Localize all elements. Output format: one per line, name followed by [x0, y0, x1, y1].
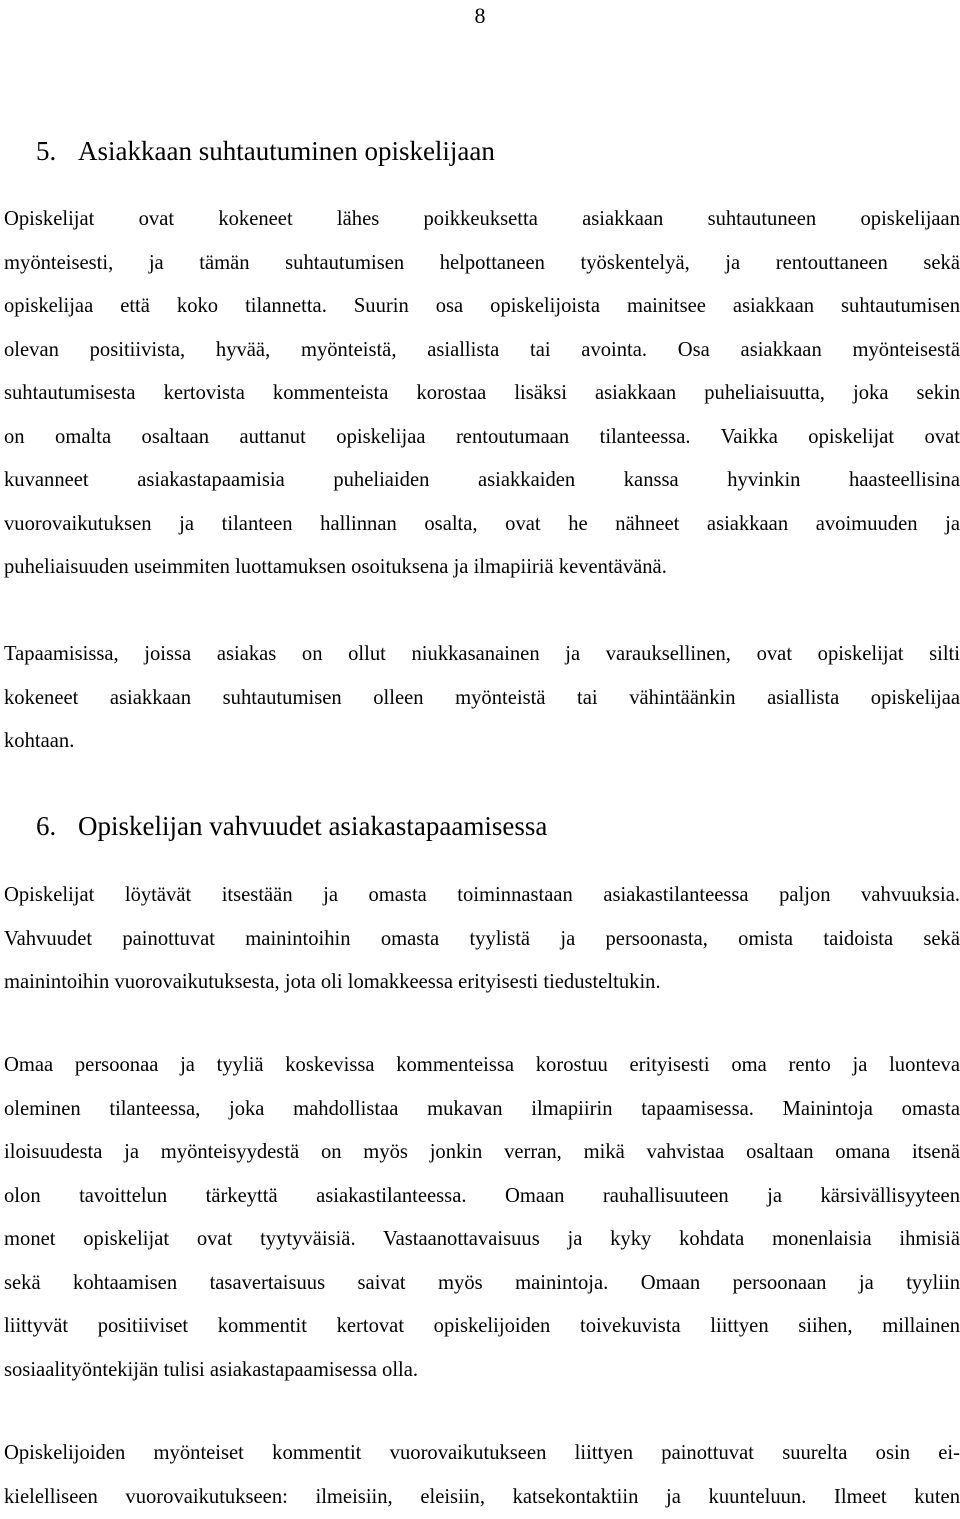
body-paragraph — [4, 198, 960, 590]
section-heading-6 — [36, 809, 547, 843]
text-line: kohtaan. — [4, 720, 960, 764]
text-line: kuvanneet asiakastapaamisia puheliaiden asiakkaiden kanssa hyvinkin haasteellisina — [4, 459, 960, 503]
page-number: 8 — [0, 2, 960, 30]
text-line: kokeneet asiakkaan suhtautumisen olleen myönteistä tai vähintäänkin asiallista opiskelijaa — [4, 677, 960, 721]
text-line: Tapaamisissa, joissa asiakas on ollut niukkasanainen ja varauksellinen, ovat opiskelijat silti — [4, 633, 960, 677]
text-line: Omaa persoonaa ja tyyliä koskevissa kommenteissa korostuu erityisesti oma rento ja luonteva — [4, 1044, 960, 1088]
section-title: Opiskelijan vahvuudet asiakastapaamisessa — [78, 811, 547, 841]
text-line: monet opiskelijat ovat tyytyväisiä. Vastaanottavaisuus ja kyky kohdata monenlaisia ihmisiä — [4, 1218, 960, 1262]
text-line: Vahvuudet painottuvat mainintoihin omasta tyylistä ja persoonasta, omista taidoista sekä — [4, 918, 960, 962]
text-line: mainintoihin vuorovaikutuksesta, jota oli lomakkeessa erityisesti tiedusteltukin. — [4, 961, 960, 1005]
text-line: olevan positiivista, hyvää, myönteistä, asiallista tai avointa. Osa asiakkaan myönteisestä — [4, 329, 960, 373]
text-line: iloisuudesta ja myönteisyydestä on myös jonkin verran, mikä vahvistaa osaltaan omana itsenä — [4, 1131, 960, 1175]
body-paragraph — [4, 1044, 960, 1392]
text-line: vuorovaikutuksen ja tilanteen hallinnan osalta, ovat he nähneet asiakkaan avoimuuden ja — [4, 503, 960, 547]
text-line: sosiaalityöntekijän tulisi asiakastapaamisessa olla. — [4, 1349, 960, 1393]
text-line: puheliaisuuden useimmiten luottamuksen osoituksena ja ilmapiiriä keventävänä. — [4, 546, 960, 590]
text-line: Opiskelijat ovat kokeneet lähes poikkeuksetta asiakkaan suhtautuneen opiskelijaan — [4, 198, 960, 242]
text-line: oleminen tilanteessa, joka mahdollistaa mukavan ilmapiirin tapaamisessa. Mainintoja omasta — [4, 1088, 960, 1132]
text-line: olon tavoittelun tärkeyttä asiakastilanteessa. Omaan rauhallisuuteen ja kärsivällisyyteen — [4, 1175, 960, 1219]
text-line: myönteisesti, ja tämän suhtautumisen helpottaneen työskentelyä, ja rentouttaneen sekä — [4, 242, 960, 286]
text-line: suhtautumisesta kertovista kommenteista korostaa lisäksi asiakkaan puheliaisuutta, joka sekin — [4, 372, 960, 416]
text-line: Opiskelijat löytävät itsestään ja omasta toiminnastaan asiakastilanteessa paljon vahvuuksia. — [4, 874, 960, 918]
section-heading-5 — [36, 134, 495, 168]
text-line: opiskelijaa että koko tilannetta. Suurin osa opiskelijoista mainitsee asiakkaan suhtautumisen — [4, 285, 960, 329]
text-line: liittyvät positiiviset kommentit kertovat opiskelijoiden toivekuvista liittyen siihen, millainen — [4, 1305, 960, 1349]
section-number: 5. — [36, 134, 78, 168]
body-paragraph — [4, 1432, 960, 1519]
text-line: sekä kohtaamisen tasavertaisuus saivat myös mainintoja. Omaan persoonaan ja tyyliin — [4, 1262, 960, 1306]
text-line: Opiskelijoiden myönteiset kommentit vuorovaikutukseen liittyen painottuvat suurelta osin ei- — [4, 1432, 960, 1476]
text-line: kielelliseen vuorovaikutukseen: ilmeisiin, eleisiin, katsekontaktiin ja kuunteluun. Ilmeet kuten — [4, 1476, 960, 1519]
text-line: on omalta osaltaan auttanut opiskelijaa rentoutumaan tilanteessa. Vaikka opiskelijat ovat — [4, 416, 960, 460]
section-title: Asiakkaan suhtautuminen opiskelijaan — [78, 136, 495, 166]
body-paragraph — [4, 874, 960, 1005]
section-number: 6. — [36, 809, 78, 843]
body-paragraph — [4, 633, 960, 764]
